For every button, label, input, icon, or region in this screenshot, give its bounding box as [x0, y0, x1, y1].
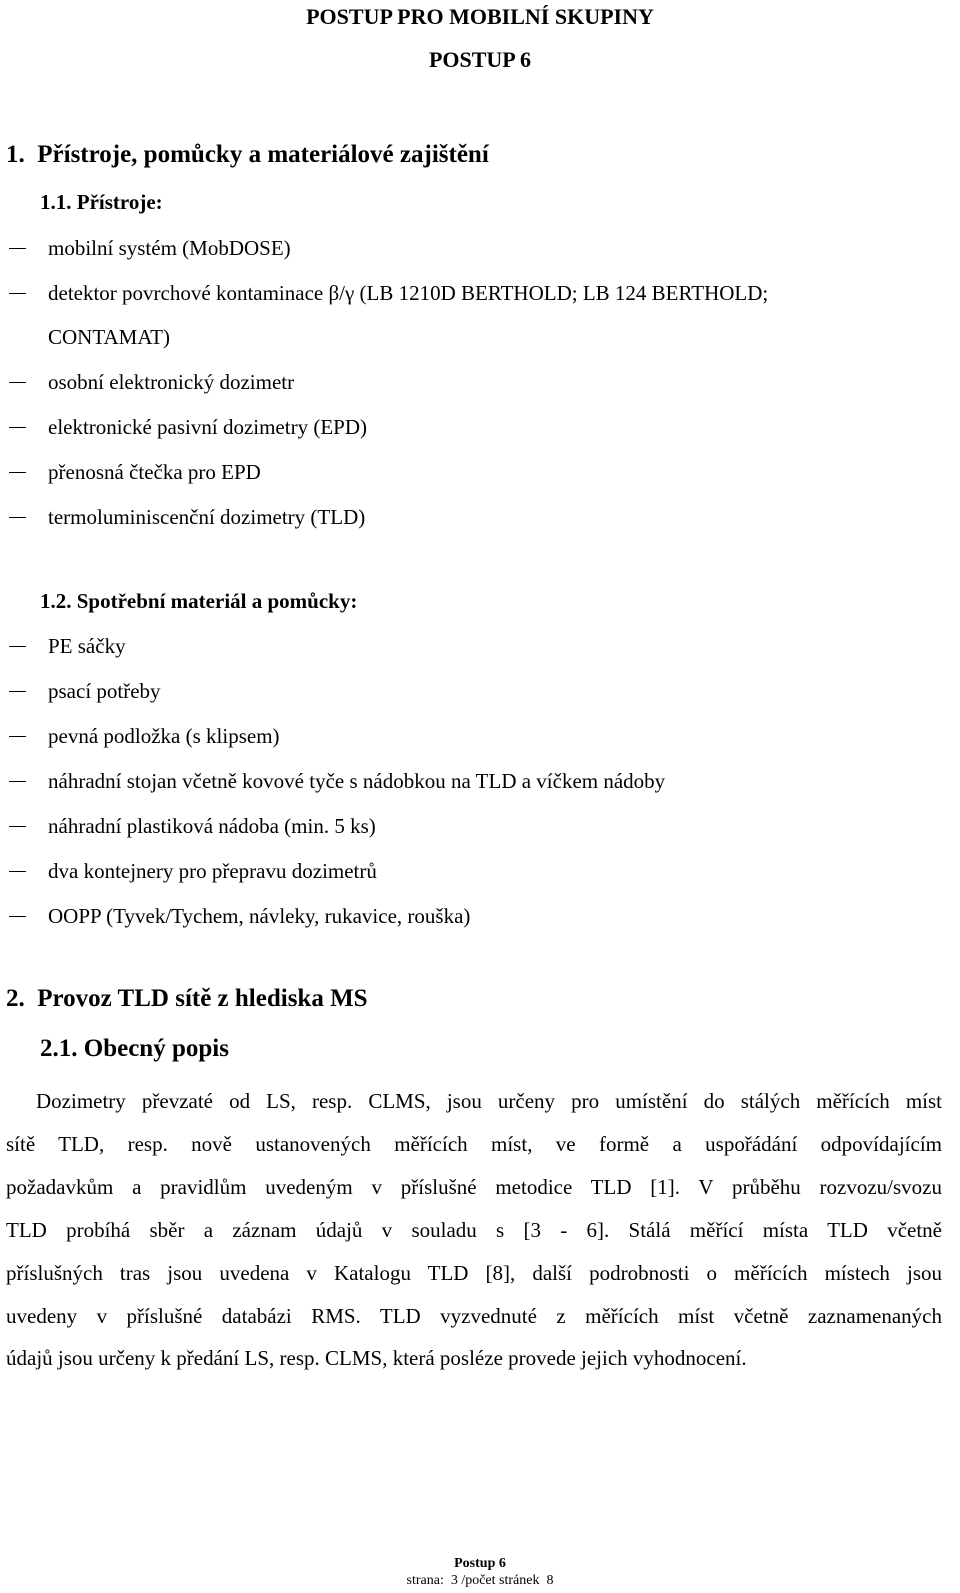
list-item: OOPP (Tyvek/Tychem, návleky, rukavice, rouška) — [0, 903, 665, 948]
paragraph-line: požadavkům a pravidlům uvedeným v příslušné metodice TLD [1]. V průběhu rozvozu/svozu — [6, 1174, 942, 1199]
dash-bullet — [9, 826, 26, 827]
paragraph-line: uvedeny v příslušné databázi RMS. TLD vyzvednuté z měřících míst včetně zaznamenaných — [6, 1303, 942, 1328]
list-item: náhradní plastiková nádoba (min. 5 ks) — [0, 813, 665, 858]
footer-title: Postup 6 — [454, 1556, 506, 1571]
dash-bullet — [9, 427, 26, 428]
footer-page-info: strana: 3 /počet stránek 8 — [406, 1573, 554, 1588]
section-1-2-heading: 1.2. Spotřební materiál a pomůcky: — [40, 589, 358, 613]
dash-bullet — [9, 472, 26, 473]
list-item: mobilní systém (MobDOSE) — [0, 235, 768, 280]
dash-bullet — [9, 736, 26, 737]
paragraph-line: sítě TLD, resp. nově ustanovených měřících míst, ve formě a uspořádání odpovídajícím — [6, 1131, 942, 1156]
list-item: PE sáčky — [0, 633, 665, 678]
paragraph-line: příslušných tras jsou uvedena v Katalogu TLD [8], další podrobnosti o měřících místech jsou — [6, 1260, 942, 1285]
list-item: psací potřeby — [0, 678, 665, 723]
list-item: pevná podložka (s klipsem) — [0, 723, 665, 768]
dash-bullet — [9, 871, 26, 872]
dash-bullet — [9, 248, 26, 249]
dash-bullet — [9, 691, 26, 692]
document-title: POSTUP PRO MOBILNÍ SKUPINY — [306, 4, 654, 29]
dash-bullet — [9, 646, 26, 647]
consumables-list — [0, 633, 665, 948]
list-item: osobní elektronický dozimetr — [0, 369, 367, 414]
dash-bullet — [9, 517, 26, 518]
section-2-heading: 2. Provoz TLD sítě z hlediska MS — [6, 985, 368, 1012]
paragraph-line: Dozimetry převzaté od LS, resp. CLMS, jsou určeny pro umístění do stálých měřících míst — [36, 1089, 942, 1113]
list-item: náhradní stojan včetně kovové tyče s nádobkou na TLD a víčkem nádoby — [0, 768, 665, 813]
list-item: dva kontejnery pro přepravu dozimetrů — [0, 858, 665, 903]
paragraph-line: údajů jsou určeny k předání LS, resp. CLMS, která posléze provede jejich vyhodnocení. — [6, 1346, 747, 1371]
section-1-heading: 1. Přístroje, pomůcky a materiálové zajištění — [6, 141, 489, 168]
dash-bullet — [9, 293, 26, 294]
general-description-paragraph — [6, 1080, 942, 1380]
list-item: detektor povrchové kontaminace β/γ (LB 1210D BERTHOLD; LB 124 BERTHOLD; — [0, 280, 768, 325]
section-2-1-heading: 2.1. Obecný popis — [40, 1035, 229, 1062]
paragraph-line: TLD probíhá sběr a záznam údajů v souladu s [3 - 6]. Stálá měřící místa TLD včetně — [6, 1217, 942, 1242]
list-item: elektronické pasivní dozimetry (EPD) — [0, 414, 367, 459]
dash-bullet — [9, 916, 26, 917]
list-item-continuation: CONTAMAT) — [48, 325, 170, 349]
list-item: termoluminiscenční dozimetry (TLD) — [0, 504, 367, 549]
instruments-list — [0, 235, 768, 325]
section-1-1-heading: 1.1. Přístroje: — [40, 190, 163, 214]
list-item: přenosná čtečka pro EPD — [0, 459, 367, 504]
document-subtitle: POSTUP 6 — [428, 47, 532, 72]
dash-bullet — [9, 781, 26, 782]
instruments-list-cont — [0, 369, 367, 549]
dash-bullet — [9, 382, 26, 383]
